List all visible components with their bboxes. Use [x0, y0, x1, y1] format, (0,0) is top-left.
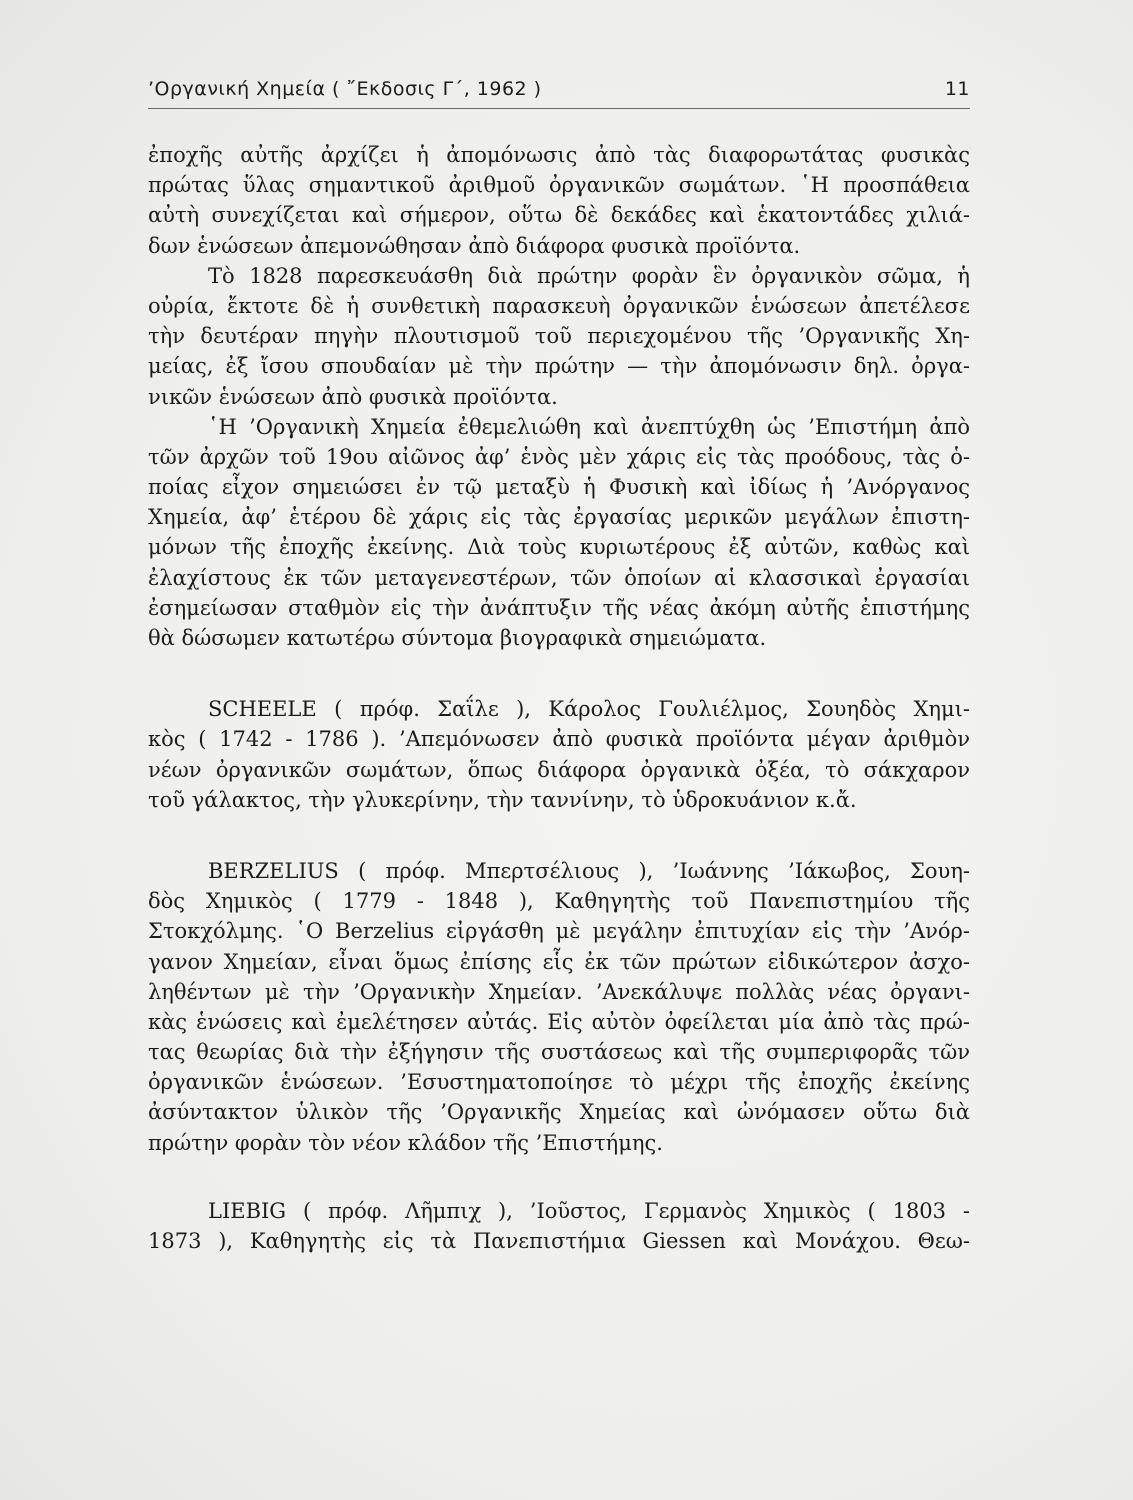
text-line: τὴν δευτέραν πηγὴν πλουτισμοῦ τοῦ περιεχομένου τῆς ’Οργανικῆς Χη-	[148, 324, 970, 349]
text-line: ἐσημείωσαν σταθμὸν εἰς τὴν ἀνάπτυξιν τῆς νέας ἀκόμη αὐτῆς ἐπιστήμης	[148, 595, 970, 620]
text-line: κὸς ( 1742 - 1786 ). ’Απεμόνωσεν ἀπὸ φυσικὰ προϊόντα μέγαν ἀριθμὸν	[148, 727, 970, 752]
text-line: ῾Η ’Οργανικὴ Χημεία ἐθεμελιώθη καὶ ἀνεπτύχθη ὡς ’Επιστήμη ἀπὸ	[208, 414, 970, 439]
text-line: Τὸ 1828 παρεσκευάσθη διὰ πρώτην φορὰν ἓν ὀργανικὸν σῶμα, ἡ	[208, 263, 970, 288]
body-text	[148, 140, 970, 1256]
text-line: μείας, ἐξ ἴσου σπουδαίαν μὲ τὴν πρώτην — τὴν ἀπομόνωσιν δηλ. ὀργα-	[148, 354, 970, 379]
text-line: πρώτην φορὰν τὸν νέον κλάδον τῆς ’Επιστήμης.	[148, 1130, 663, 1155]
text-line: θὰ δώσωμεν κατωτέρω σύντομα βιογραφικὰ σημειώματα.	[148, 626, 767, 650]
text-line: 1873 ), Καθηγητὴς εἰς τὰ Πανεπιστήμια Giessen καὶ Μονάχου. Θεω-	[148, 1229, 970, 1253]
text-line: ληθέντων μὲ τὴν ’Οργανικὴν Χημείαν. ’Ανεκάλυψε πολλὰς νέας ὀργανι-	[148, 979, 970, 1004]
text-line: γανον Χημείαν, εἶναι ὅμως ἐπίσης εἷς ἐκ τῶν πρώτων εἰδικώτερον ἀσχο-	[148, 949, 970, 974]
text-line: οὐρία, ἔκτοτε δὲ ἡ συνθετικὴ παρασκευὴ ὀργανικῶν ἑνώσεων ἀπετέλεσε	[148, 293, 970, 318]
text-line: νικῶν ἑνώσεων ἀπὸ φυσικὰ προϊόντα.	[148, 384, 558, 409]
text-line: Στοκχόλμης. ῾Ο Berzelius εἰργάσθη μὲ μεγάλην ἐπιτυχίαν εἰς τὴν ’Ανόρ-	[148, 919, 970, 944]
text-line: SCHEELE ( πρόφ. Σαΐλε ), Κάρολος Γουλιέλμος, Σουηδὸς Χημι-	[208, 697, 970, 722]
text-line: ἐλαχίστους ἐκ τῶν μεταγενεστέρων, τῶν ὁποίων αἱ κλασσικαὶ ἐργασίαι	[148, 565, 970, 590]
text-line: ὀργανικῶν ἑνώσεων. ’Εσυστηματοποίησε τὸ μέχρι τῆς ἐποχῆς ἐκείνης	[148, 1070, 970, 1095]
text-line: πρώτας ὕλας σημαντικοῦ ἀριθμοῦ ὀργανικῶν σωμάτων. ῾Η προσπάθεια	[148, 173, 970, 198]
text-line: BERZELIUS ( πρόφ. Μπερτσέλιους ), ’Ιωάννης ’Ιάκωβος, Σουη-	[208, 858, 970, 883]
text-line: τας θεωρίας διὰ τὴν ἐξήγησιν τῆς συστάσεως καὶ τῆς συμπεριφορᾶς τῶν	[148, 1040, 970, 1065]
text-line: ἀσύντακτον ὑλικὸν τῆς ’Οργανικῆς Χημείας καὶ ὠνόμασεν οὕτω διὰ	[148, 1100, 970, 1125]
text-line: τοῦ γάλακτος, τὴν γλυκερίνην, τὴν ταννίνην, τὸ ὑδροκυάνιον κ.ἄ.	[148, 787, 857, 812]
paragraph-gap	[148, 653, 970, 694]
text-line: LIEBIG ( πρόφ. Λῆμπιχ ), ’Ιοῦστος, Γερμανὸς Χημικὸς ( 1803 -	[208, 1198, 970, 1223]
text-line: νέων ὀργανικῶν σωμάτων, ὅπως διάφορα ὀργανικὰ ὀξέα, τὸ σάκχαρον	[148, 757, 970, 782]
text-line: ποίας εἶχον σημειώσει ἐν τῷ μεταξὺ ἡ Φυσικὴ καὶ ἰδίως ἡ ’Ανόργανος	[148, 475, 970, 500]
paragraph-gap	[148, 1158, 970, 1196]
text-line: Χημεία, ἀφ’ ἑτέρου δὲ χάρις εἰς τὰς ἐργασίας μερικῶν μεγάλων ἐπιστη-	[148, 505, 970, 530]
header-rule	[148, 108, 970, 109]
text-line: μόνων τῆς ἐποχῆς ἐκείνης. Διὰ τοὺς κυριωτέρους ἐξ αὐτῶν, καθὼς καὶ	[148, 535, 970, 560]
text-line: κὰς ἑνώσεις καὶ ἐμελέτησεν αὐτάς. Εἰς αὐτὸν ὀφείλεται μία ἀπὸ τὰς πρώ-	[148, 1009, 970, 1034]
text-line: ἐποχῆς αὐτῆς ἀρχίζει ἡ ἀπομόνωσις ἀπὸ τὰς διαφορωτάτας φυσικὰς	[148, 143, 970, 167]
text-line: δων ἑνώσεων ἀπεμονώθησαν ἀπὸ διάφορα φυσικὰ προϊόντα.	[148, 233, 801, 258]
text-line: αὐτὴ συνεχίζεται καὶ σήμερον, οὕτω δὲ δεκάδες καὶ ἑκατοντάδες χιλιά-	[148, 203, 970, 228]
page-number: 11	[944, 78, 970, 100]
running-header	[148, 72, 970, 106]
text-line: δὸς Χημικὸς ( 1779 - 1848 ), Καθηγητὴς τοῦ Πανεπιστημίου τῆς	[148, 889, 970, 914]
text-line: τῶν ἀρχῶν τοῦ 19ου αἰῶνος ἀφ’ ἑνὸς μὲν χάρις εἰς τὰς προόδους, τὰς ὁ-	[148, 444, 970, 469]
header-title: ’Οργανική Χημεία ( ῎Εκδοσις Γ΄, 1962 )	[148, 78, 542, 100]
paragraph-gap	[148, 815, 970, 856]
